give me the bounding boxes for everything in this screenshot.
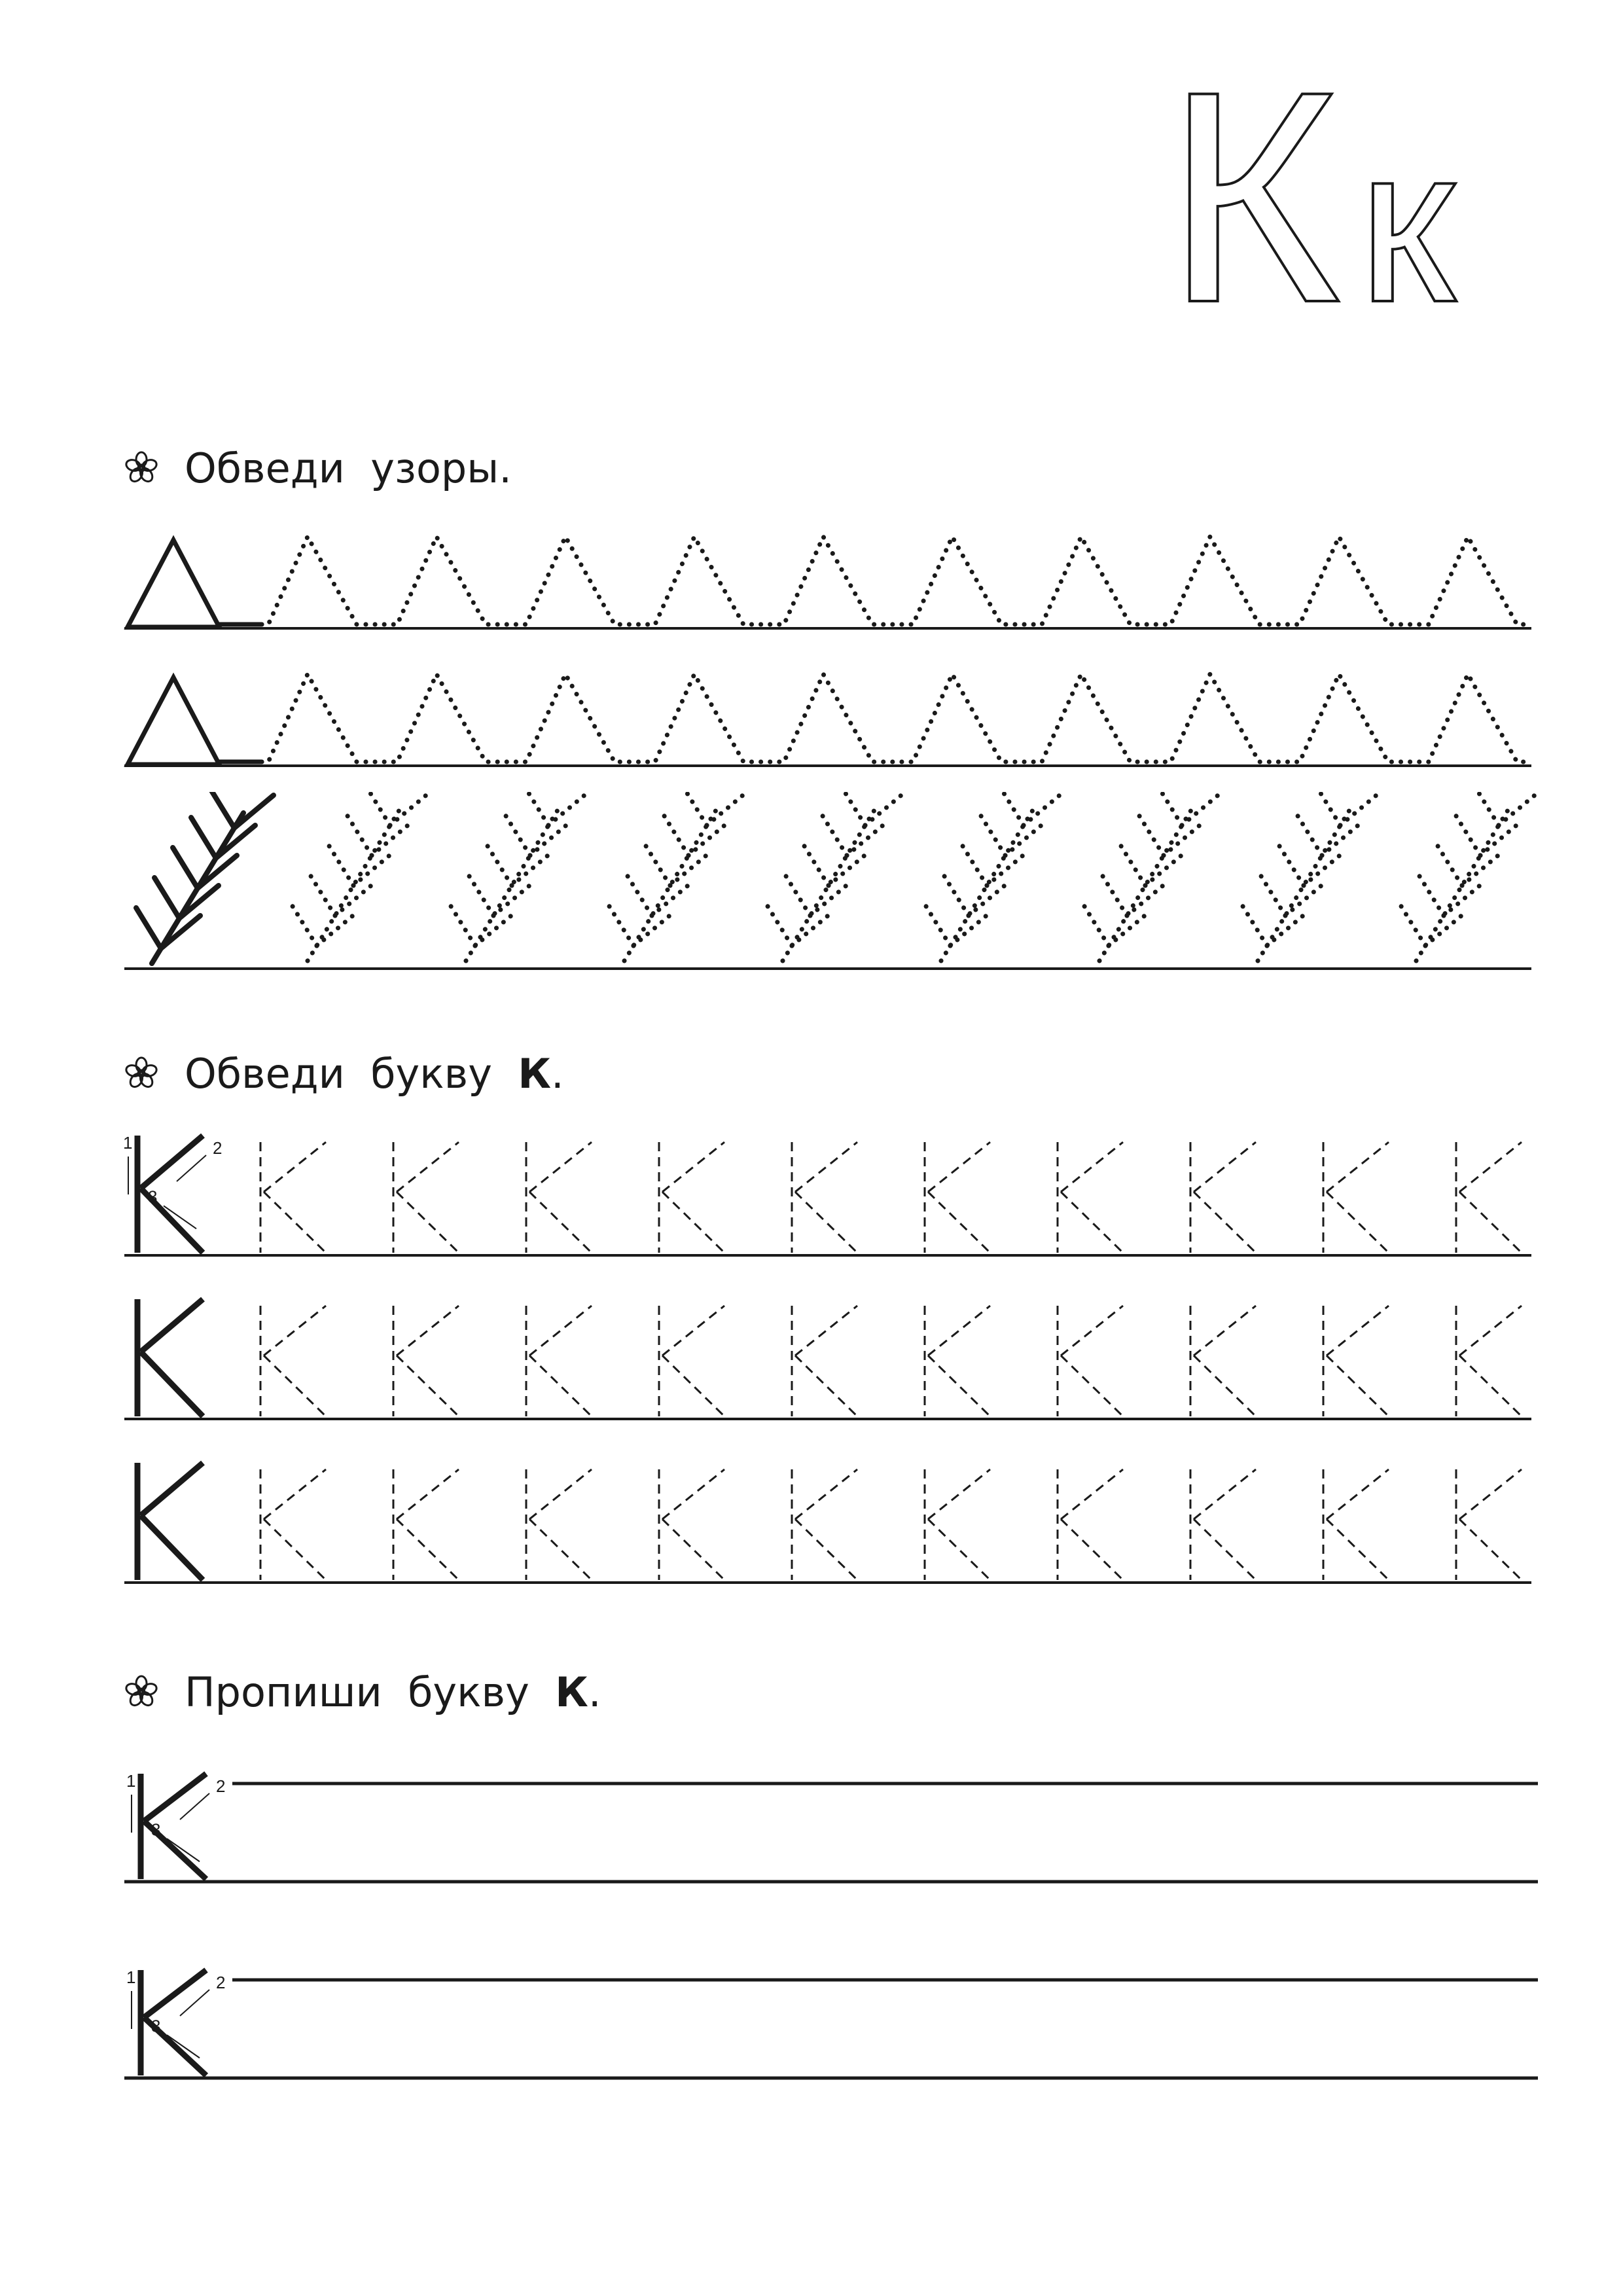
instruction-trace-patterns (124, 439, 512, 497)
flower-icon (124, 1056, 158, 1090)
dashed-letter-k (659, 1306, 724, 1416)
dashed-letter-k (1456, 1469, 1522, 1580)
stroke-number-1: 1 (126, 1967, 136, 1987)
instruction-trace-letter (124, 1044, 564, 1103)
dashed-letter-k (260, 1469, 326, 1580)
dotted-branch (767, 792, 904, 961)
dotted-triangle-pattern (262, 537, 1531, 624)
letter-k-trace-drawing (0, 1440, 1623, 1604)
stroke-number-2: 2 (216, 1973, 226, 1992)
triangle-pattern-row-2 (0, 648, 1623, 779)
instruction-text: Пропиши букву (185, 1668, 556, 1716)
dashed-letter-k (260, 1306, 326, 1416)
dashed-letter-k (393, 1469, 459, 1580)
dashed-letter-k (792, 1306, 857, 1416)
sample-letter-k (137, 1136, 203, 1253)
dashed-letter-k (1323, 1142, 1389, 1253)
sample-triangle (128, 540, 219, 627)
stroke-number-3: 3 (151, 2016, 161, 2036)
letter-k-trace-row-3 (0, 1440, 1623, 1604)
letter-k-trace-row-1 (0, 1113, 1623, 1276)
dashed-letter-k (1456, 1306, 1522, 1416)
triangle-pattern-row-1 (0, 511, 1623, 641)
dotted-branch (1400, 792, 1538, 961)
dashed-letter-k (526, 1469, 592, 1580)
instruction-write-letter (124, 1662, 601, 1721)
arrow-diagonal-icon (180, 1990, 209, 2016)
branch-pattern-drawing (0, 792, 1623, 988)
flower-icon (124, 1675, 158, 1709)
writing-row-drawing (0, 1741, 1623, 1911)
letter-k-trace-drawing (0, 1276, 1623, 1440)
instruction-text: Обведи узоры. (185, 444, 512, 492)
stroke-number-3: 3 (148, 1187, 158, 1207)
branch-pattern-row (0, 792, 1623, 988)
header-lower-letter: к (1358, 100, 1455, 327)
dashed-letter-k (526, 1306, 592, 1416)
dashed-letter-k (792, 1142, 857, 1253)
dotted-branch (925, 792, 1063, 961)
dashed-letter-k (925, 1306, 990, 1416)
stroke-number-3: 3 (151, 1820, 161, 1840)
dashed-letter-k (393, 1306, 459, 1416)
header-upper-letter: К (1165, 39, 1340, 327)
dashed-letter-k (1456, 1142, 1522, 1253)
dashed-letter-k (1190, 1142, 1256, 1253)
dashed-letter-k (1058, 1142, 1123, 1253)
stroke-number-1: 1 (123, 1133, 133, 1153)
dashed-letter-k (260, 1142, 326, 1253)
sample-triangle (128, 677, 219, 764)
instruction-letter: К (555, 1668, 588, 1716)
arrow-diagonal-icon (177, 1155, 206, 1181)
writing-row-2[interactable] (0, 1937, 1623, 2108)
dashed-letter-k (1190, 1469, 1256, 1580)
dashed-letter-k (925, 1469, 990, 1580)
dashed-letter-k (1323, 1469, 1389, 1580)
writing-row-1[interactable] (0, 1741, 1623, 1911)
dashed-letter-k (393, 1142, 459, 1253)
instruction-text: Обведи букву (185, 1049, 518, 1098)
dotted-triangle-pattern (262, 674, 1531, 762)
arrow-diagonal-icon (180, 1793, 209, 1820)
instruction-letter: К (518, 1049, 552, 1098)
triangle-pattern-drawing (0, 648, 1623, 779)
sample-letter-k (141, 1774, 206, 1879)
dashed-letter-k (1190, 1306, 1256, 1416)
header-letter-kk (1165, 39, 1531, 327)
writing-row-drawing (0, 1937, 1623, 2108)
stroke-number-2: 2 (213, 1138, 223, 1158)
letter-k-trace-drawing (0, 1113, 1623, 1276)
dotted-branch (609, 792, 746, 961)
triangle-pattern-drawing (0, 511, 1623, 641)
dashed-letter-k (526, 1142, 592, 1253)
instruction-suffix: . (588, 1668, 601, 1716)
stroke-number-1: 1 (126, 1771, 136, 1791)
dashed-letter-k (1058, 1306, 1123, 1416)
dashed-letter-k (1058, 1469, 1123, 1580)
stroke-number-2: 2 (216, 1776, 226, 1796)
sample-branch (136, 792, 274, 963)
dotted-branch (450, 792, 588, 961)
instruction-suffix: . (551, 1049, 564, 1098)
sample-letter-k (137, 1463, 203, 1580)
dashed-letter-k (659, 1469, 724, 1580)
sample-letter-k (137, 1299, 203, 1416)
dotted-branch (292, 792, 429, 961)
dotted-branch (1242, 792, 1380, 961)
dashed-letter-k (1323, 1306, 1389, 1416)
dashed-letter-k (792, 1469, 857, 1580)
flower-icon (124, 451, 158, 485)
letter-k-trace-row-2 (0, 1276, 1623, 1440)
dotted-branch (1084, 792, 1221, 961)
sample-letter-k (141, 1970, 206, 2075)
dashed-letter-k (925, 1142, 990, 1253)
dashed-letter-k (659, 1142, 724, 1253)
